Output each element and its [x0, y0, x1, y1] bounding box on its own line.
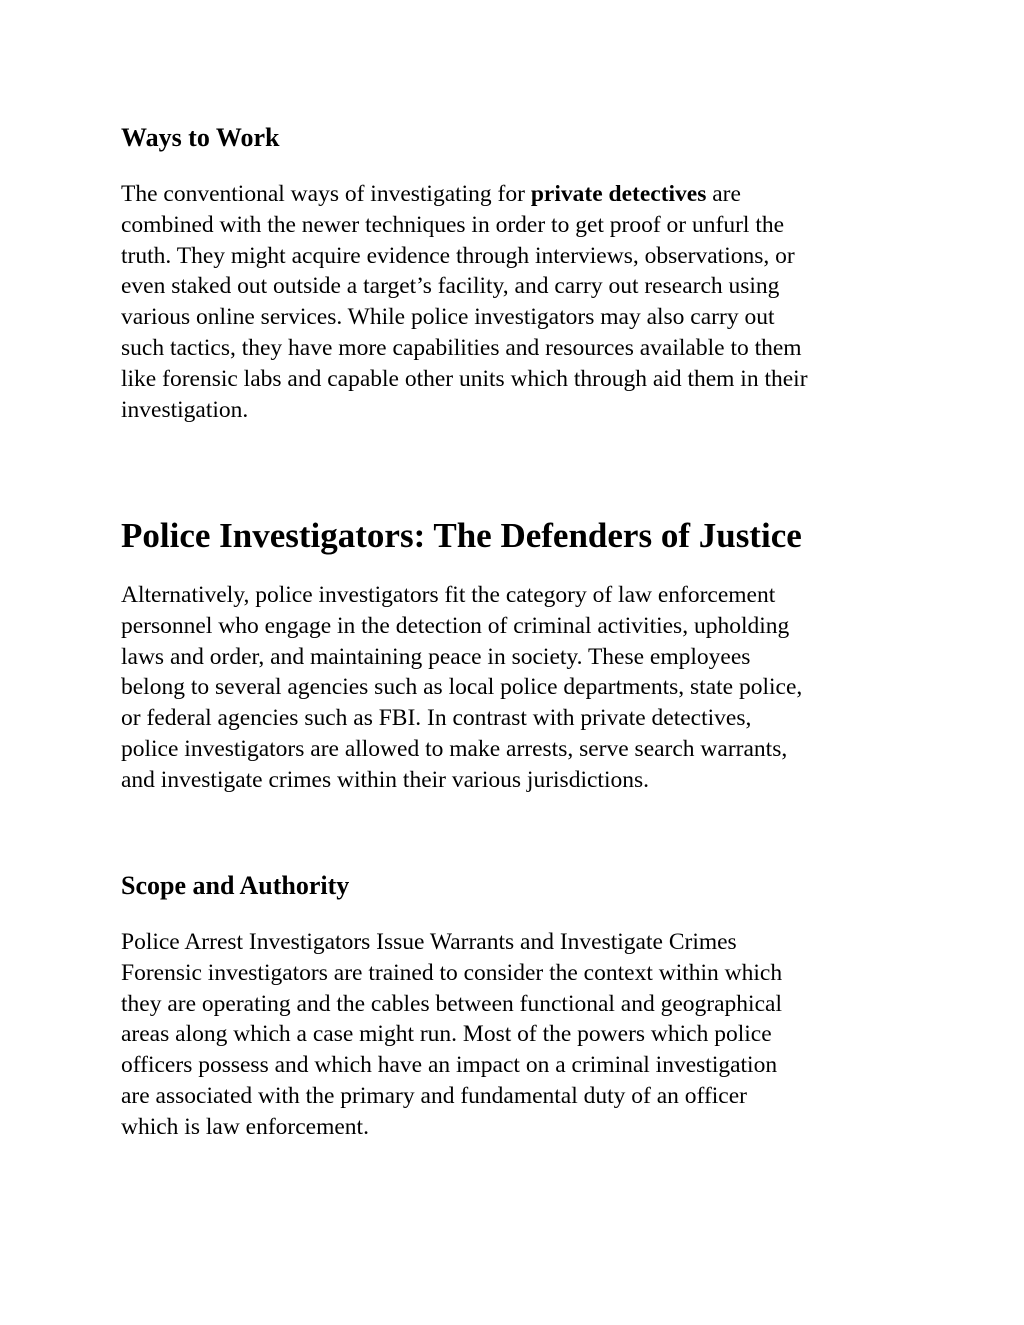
- paragraph-line: Alternatively, police investigators fit the category of law enforcement: [121, 582, 776, 608]
- paragraph-line: belong to several agencies such as local police departments, state police,: [121, 674, 803, 701]
- paragraph-line: [121, 179, 921, 210]
- paragraph-line: Forensic investigators are trained to consider the context within which: [121, 959, 783, 986]
- paragraph-line: or federal agencies such as FBI. In contrast with private detectives,: [121, 705, 752, 732]
- paragraph-line: like forensic labs and capable other units which through aid them in their: [121, 365, 808, 392]
- paragraph-ways-to-work: [121, 179, 921, 425]
- paragraph-line: personnel who engage in the detection of criminal activities, upholding: [121, 612, 790, 639]
- paragraph-line: officers possess and which have an impact on a criminal investigation: [121, 1052, 778, 1079]
- section-heading-police-investigators: Police Investigators: The Defenders of Justice: [121, 516, 802, 555]
- paragraph-police-investigators: [121, 580, 921, 796]
- paragraph-line: police investigators are allowed to make arrests, serve search warrants,: [121, 735, 788, 762]
- paragraph-line: they are operating and the cables between functional and geographical: [121, 990, 782, 1017]
- text-run: are: [706, 181, 741, 207]
- paragraph-line: laws and order, and maintaining peace in society. These employees: [121, 643, 751, 670]
- paragraph-line: various online services. While police investigators may also carry out: [121, 304, 775, 331]
- paragraph-line: combined with the newer techniques in order to get proof or unfurl the: [121, 211, 785, 238]
- paragraph-line: areas along which a case might run. Most of the powers which police: [121, 1021, 772, 1048]
- paragraph-line: investigation.: [121, 396, 249, 423]
- section-heading-ways-to-work: Ways to Work: [121, 123, 280, 152]
- paragraph-line: Police Arrest Investigators Issue Warrants and Investigate Crimes: [121, 929, 737, 955]
- section-heading-scope-and-authority: Scope and Authority: [121, 871, 350, 900]
- bold-text-private-detectives: private detectives: [530, 181, 707, 207]
- paragraph-line: and investigate crimes within their various jurisdictions.: [121, 766, 649, 793]
- paragraph-line: which is law enforcement.: [121, 1113, 369, 1140]
- paragraph-line: truth. They might acquire evidence through interviews, observations, or: [121, 242, 795, 269]
- paragraph-line: even staked out outside a target’s facility, and carry out research using: [121, 273, 780, 300]
- paragraph-scope-and-authority: [121, 927, 921, 1143]
- text-run: The conventional ways of investigating for: [121, 181, 531, 207]
- paragraph-line: such tactics, they have more capabilities and resources available to them: [121, 334, 802, 361]
- paragraph-line: are associated with the primary and fundamental duty of an officer: [121, 1082, 747, 1109]
